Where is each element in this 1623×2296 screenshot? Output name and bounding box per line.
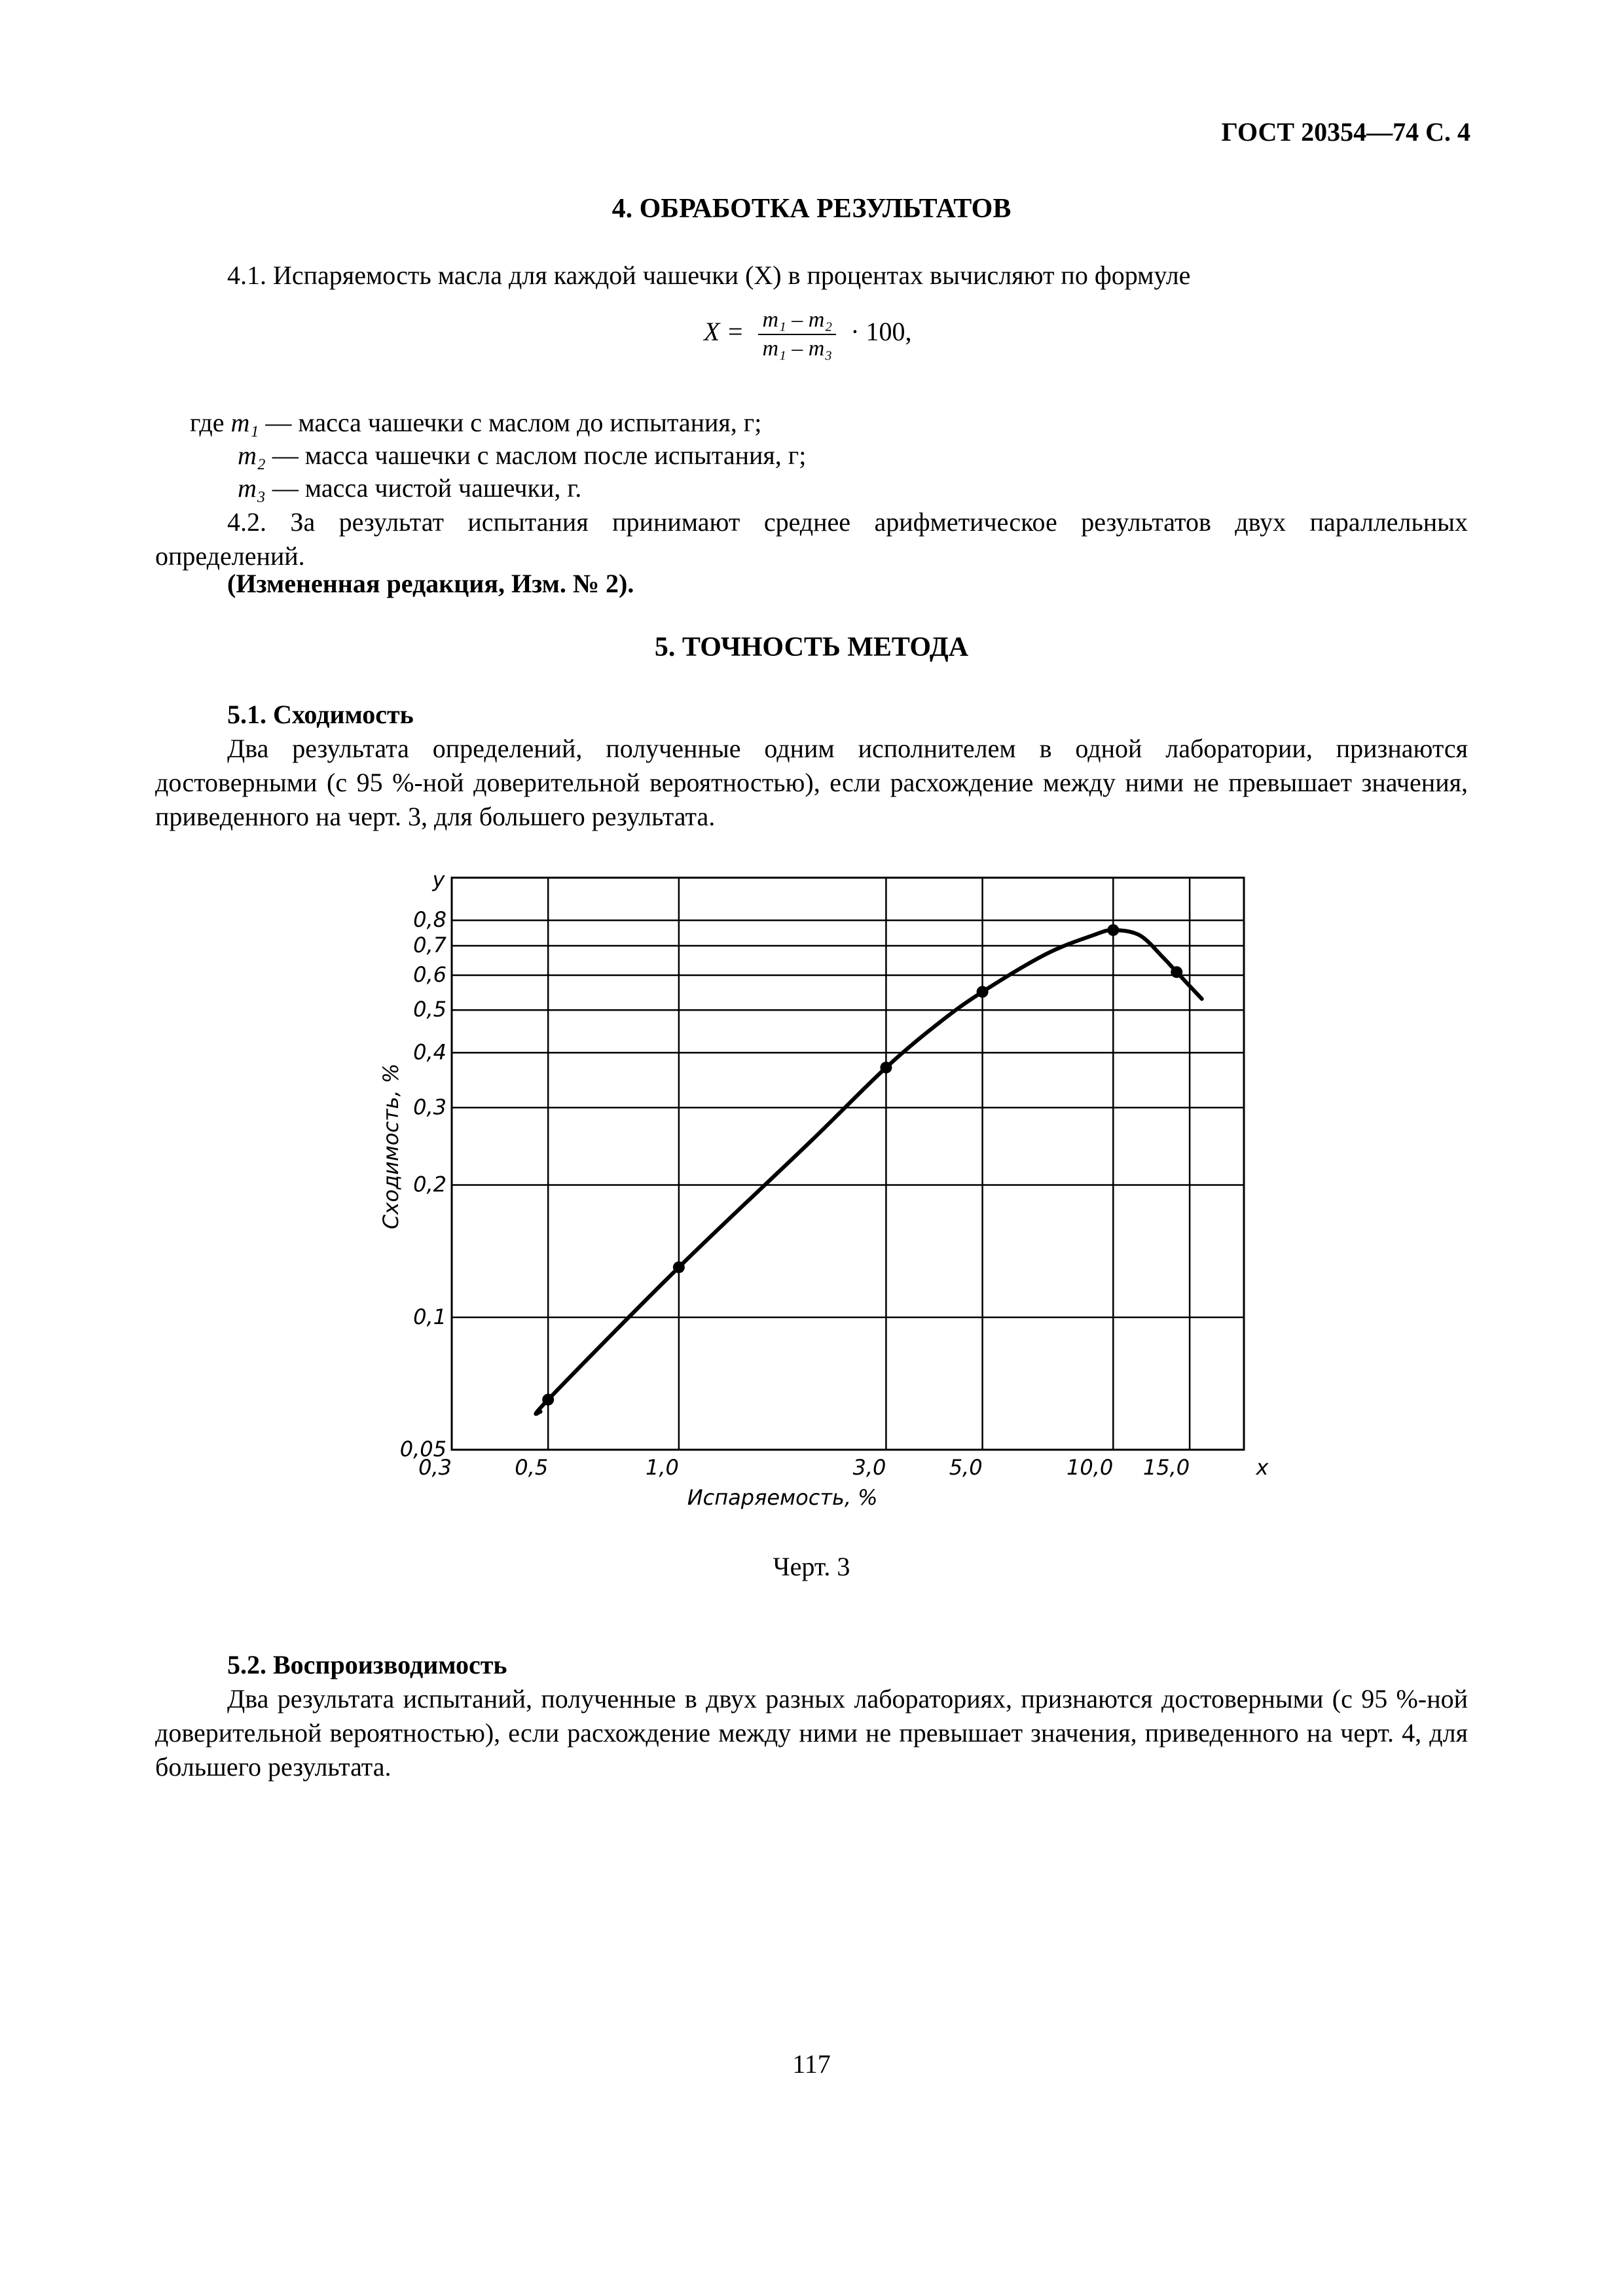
y-tick-label: 0,3 [413, 1094, 447, 1120]
definition-m3 [238, 473, 581, 504]
formula-multiplier: · 100, [850, 317, 912, 347]
chart-caption: Черт. 3 [773, 1552, 850, 1581]
x-axis-letter: x [1256, 1455, 1269, 1480]
x-tick-label: 3,0 [852, 1455, 886, 1480]
plot-frame [452, 878, 1244, 1450]
y-tick-label: 0,6 [413, 962, 447, 988]
paragraph-4-1: 4.1. Испаряемость масла для каждой чашечки (X) в процентах вычисляют по формуле [227, 260, 1191, 290]
y-axis-letter: y [432, 867, 445, 892]
formula-denominator: m₁ – m₃ [762, 336, 833, 361]
series-curve [536, 930, 1201, 1414]
formula-numerator: m₁ – m₂ [758, 308, 836, 335]
definition-symbol: m₁ [230, 408, 259, 437]
section-5-title: 5. ТОЧНОСТЬ МЕТОДА [654, 632, 969, 662]
y-tick-label: 0,1 [413, 1304, 447, 1329]
x-tick-label: 5,0 [949, 1455, 983, 1480]
paragraph-5-2: Два результата испытаний, полученные в двух разных лабораториях, признаются достоверными (с 95 %-ной доверительной вероятностью), если расхождение между ними не превышает значения, приведенного на черт. 4, для большего результата. [155, 1684, 1468, 1782]
x-tick-label: 10,0 [1067, 1455, 1114, 1480]
x-tick-label: 0,5 [515, 1455, 549, 1480]
page-number: 117 [792, 2049, 831, 2079]
y-tick-label: 0,4 [413, 1039, 447, 1065]
data-point [542, 1393, 554, 1405]
data-point [1171, 966, 1182, 978]
subsection-5-1-title: 5.1. Сходимость [227, 700, 414, 729]
x-tick-label: 0,3 [418, 1455, 452, 1480]
data-point [880, 1062, 892, 1073]
definition-text: — масса чашечки с маслом после испытания, г; [265, 440, 807, 470]
definition-m1 [190, 407, 761, 439]
y-tick-label: 0,2 [413, 1172, 447, 1197]
x-axis-title: Испаряемость, % [687, 1485, 878, 1510]
chart-svg [367, 854, 1283, 1515]
standard-code-header: ГОСТ 20354—74 С. 4 [1221, 117, 1470, 147]
chart-3 [367, 854, 1283, 1515]
definition-symbol: m₂ [238, 440, 266, 470]
y-tick-label: 0,5 [413, 997, 447, 1022]
x-tick-label: 1,0 [645, 1455, 679, 1480]
definition-text: — масса чашечки с маслом до испытания, г; [259, 408, 762, 437]
data-point [1107, 924, 1119, 936]
y-tick-label: 0,8 [413, 907, 447, 933]
evaporation-formula [704, 308, 912, 361]
paragraph-4-2: 4.2. За результат испытания принимают среднее арифметическое результатов двух параллельных определений. [155, 507, 1468, 571]
definition-symbol: m₃ [238, 473, 266, 503]
formula-fraction [758, 308, 836, 361]
amendment-note: (Измененная редакция, Изм. № 2). [227, 569, 634, 598]
paragraph-5-1: Два результата определений, полученные одним исполнителем в одной лаборатории, признаются достоверными (с 95 %-ной доверительной вероятностью), если расхождение между ними не превышает значения, приведенного на черт. 3, для большего результата. [155, 734, 1468, 831]
definition-text: — масса чистой чашечки, г. [265, 473, 582, 503]
x-tick-label: 15,0 [1142, 1455, 1190, 1480]
y-tick-label: 0,05 [399, 1437, 447, 1462]
section-4-title: 4. ОБРАБОТКА РЕЗУЛЬТАТОВ [611, 194, 1012, 224]
subsection-5-2-title: 5.2. Воспроизводимость [227, 1650, 507, 1679]
definition-prefix: где [190, 408, 231, 437]
definition-m2 [238, 440, 806, 471]
data-point [977, 986, 989, 997]
y-tick-label: 0,7 [413, 933, 447, 958]
formula-lhs: X = [704, 317, 744, 347]
y-axis-title: Сходимость, % [378, 1063, 403, 1230]
data-point [673, 1261, 685, 1273]
